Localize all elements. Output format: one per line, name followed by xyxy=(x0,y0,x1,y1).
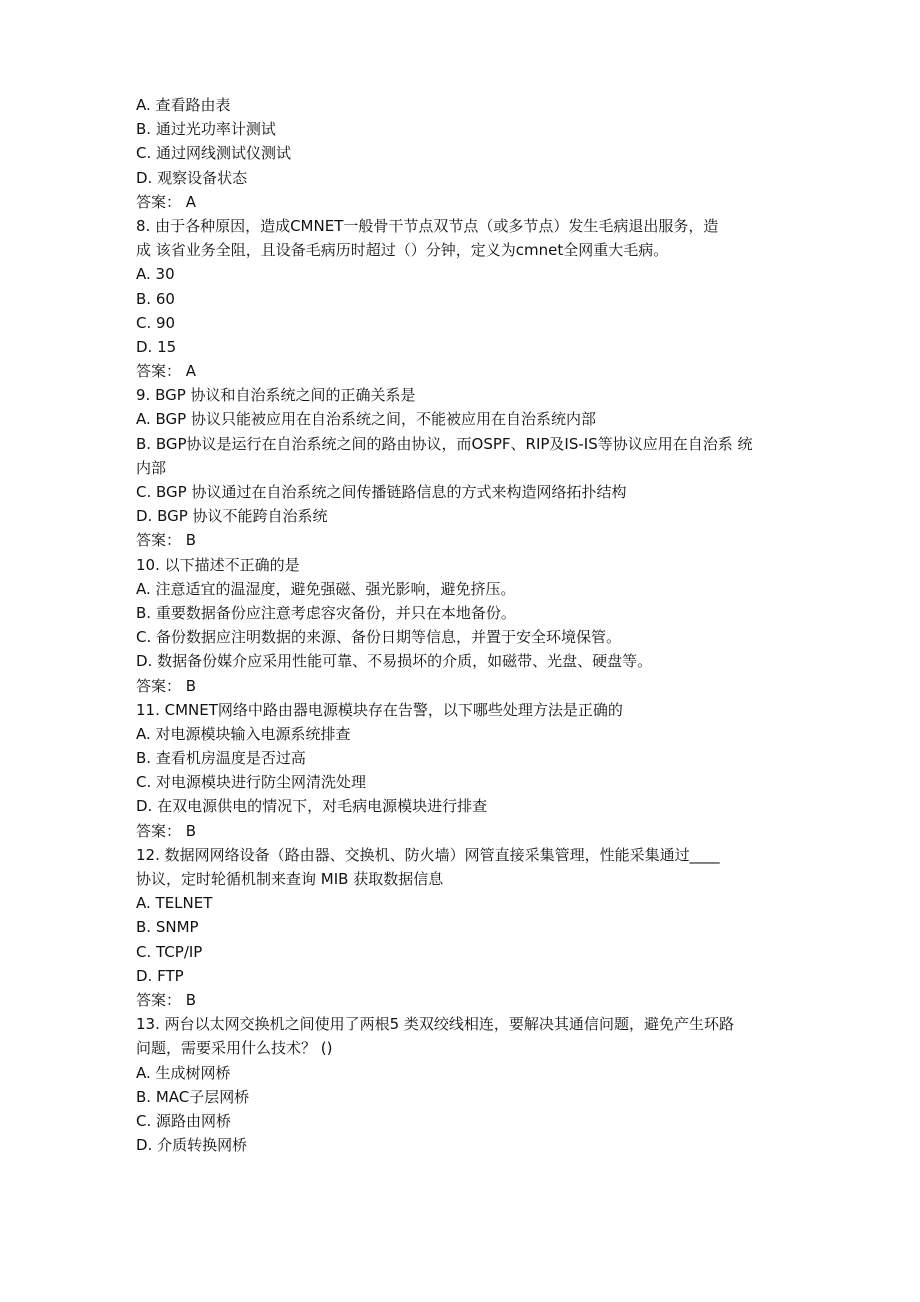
option-line: A. 30 xyxy=(136,265,175,284)
answer-line: 答案： B xyxy=(136,531,197,550)
option-line: B. SNMP xyxy=(136,918,199,937)
question-line: 9. BGP 协议和自治系统之间的正确关系是 xyxy=(136,386,416,405)
question-line: 协议，定时轮循机制来查询 MIB 获取数据信息 xyxy=(136,870,444,888)
question-line: 11. CMNET网络中路由器电源模块存在告警，以下哪些处理方法是正确的 xyxy=(136,700,623,719)
option-line: C. 90 xyxy=(136,313,176,332)
option-line: A. 对电源模块输入电源系统排查 xyxy=(136,724,351,743)
option-line: A. 注意适宜的温湿度，避免强磁、强光影响，避免挤压。 xyxy=(136,579,516,598)
option-line: C. 通过网线测试仪测试 xyxy=(136,144,292,163)
option-line: C. 源路由网桥 xyxy=(136,1111,232,1130)
option-line: C. 对电源模块进行防尘网清洗处理 xyxy=(136,773,367,792)
answer-line: 答案： B xyxy=(136,676,197,695)
option-line: D. FTP xyxy=(136,966,184,985)
option-line: D. 数据备份媒介应采用性能可靠、不易损坏的介质，如磁带、光盘、硬盘等。 xyxy=(136,652,653,671)
question-line: 8. 由于各种原因，造成CMNET一般骨干节点双节点（或多节点）发生毛病退出服务，造 xyxy=(136,216,719,235)
option-line: D. BGP 协议不能跨自治系统 xyxy=(136,507,328,526)
question-line: 问题，需要采用什么技术？ () xyxy=(136,1039,333,1058)
option-line: A. TELNET xyxy=(136,894,213,913)
option-line: D. 15 xyxy=(136,337,177,356)
option-line: B. MAC子层网桥 xyxy=(136,1087,250,1106)
answer-line: 答案： A xyxy=(136,362,197,381)
question-line: 10. 以下描述不正确的是 xyxy=(136,555,300,574)
option-line: 内部 xyxy=(136,458,167,477)
option-line: A. 查看路由表 xyxy=(136,96,231,114)
document-body xyxy=(136,93,816,1157)
answer-line: 答案： B xyxy=(136,990,197,1009)
option-line: C. BGP 协议通过在自治系统之间传播链路信息的方式来构造网络拓扑结构 xyxy=(136,483,627,501)
option-line: A. 生成树网桥 xyxy=(136,1063,231,1082)
option-line: B. BGP协议是运行在自治系统之间的路由协议，而OSPF、RIP及IS-IS等协议应用在自治系 统 xyxy=(136,434,753,453)
option-line: B. 查看机房温度是否过高 xyxy=(136,749,306,768)
question-line: 13. 两台以太网交换机之间使用了两根5 类双绞线相连，要解决其通信问题，避免产生环路 xyxy=(136,1015,734,1034)
option-line: D. 观察设备状态 xyxy=(136,168,248,187)
option-line: B. 重要数据备份应注意考虑容灾备份，并只在本地备份。 xyxy=(136,603,516,622)
option-line: C. 备份数据应注明数据的来源、备份日期等信息，并置于安全环境保管。 xyxy=(136,628,622,647)
question-line: 成 该省业务全阻，且设备毛病历时超过（）分钟，定义为cmnet全网重大毛病。 xyxy=(136,241,669,260)
option-line: A. BGP 协议只能被应用在自治系统之间，不能被应用在自治系统内部 xyxy=(136,410,597,429)
answer-line: 答案： B xyxy=(136,821,197,840)
option-line: D. 在双电源供电的情况下，对毛病电源模块进行排查 xyxy=(136,797,488,816)
option-line: D. 介质转换网桥 xyxy=(136,1136,248,1155)
answer-line: 答案： A xyxy=(136,192,197,211)
question-line: 12. 数据网网络设备（路由器、交换机、防火墙）网管直接采集管理，性能采集通过____ xyxy=(136,845,720,864)
option-line: C. TCP/IP xyxy=(136,942,203,961)
option-line: B. 60 xyxy=(136,289,175,308)
option-line: B. 通过光功率计测试 xyxy=(136,120,276,139)
